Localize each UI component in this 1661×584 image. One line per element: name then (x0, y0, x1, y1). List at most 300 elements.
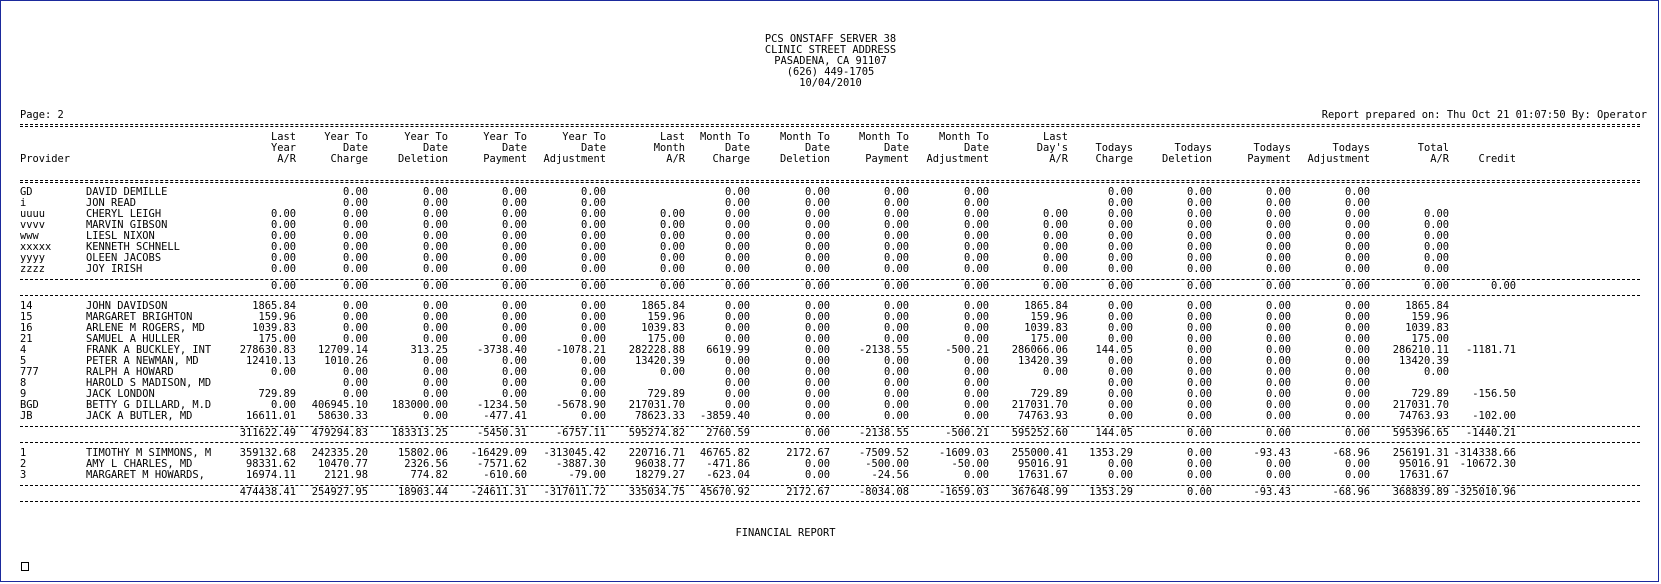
table-cell: 175.00 (647, 333, 685, 345)
provider-name: JON READ (86, 197, 137, 209)
table-cell: 15802.06 (397, 447, 448, 459)
table-cell: 0.00 (963, 219, 989, 231)
table-cell: 0.00 (342, 186, 368, 198)
table-cell: 13420.39 (1398, 355, 1449, 367)
column-header: Payment (1247, 153, 1291, 165)
table-cell: 0.00 (724, 230, 750, 242)
table-cell: 0.00 (804, 355, 830, 367)
table-cell: 0.00 (724, 322, 750, 334)
table-cell: 0.00 (1107, 263, 1133, 275)
column-header: Date (724, 142, 750, 154)
table-cell: 729.89 (258, 388, 296, 400)
table-cell: 0.00 (422, 410, 448, 422)
table-cell: 0.00 (501, 388, 527, 400)
column-header-divider (20, 180, 1640, 181)
table-cell: 0.00 (1265, 300, 1291, 312)
table-cell: 0.00 (883, 197, 909, 209)
table-cell: 0.00 (342, 388, 368, 400)
table-cell: 1039.83 (1405, 322, 1449, 334)
column-header: Year To (404, 131, 448, 143)
column-header: Todays (1332, 142, 1370, 154)
table-cell: 12410.13 (245, 355, 296, 367)
table-cell: 0.00 (1265, 230, 1291, 242)
table-cell: 0.00 (1344, 333, 1370, 345)
table-cell: 0.00 (804, 263, 830, 275)
subtotal-cell: -325010.96 (1453, 486, 1516, 498)
table-cell: 183000.00 (391, 399, 448, 411)
subtotal-cell: 0.00 (659, 280, 685, 292)
table-cell: 0.00 (1186, 333, 1212, 345)
table-cell: 0.00 (422, 366, 448, 378)
column-header: Deletion (397, 153, 448, 165)
provider-code: www (20, 230, 39, 242)
table-cell: 0.00 (1107, 186, 1133, 198)
column-header: Last (1042, 131, 1068, 143)
provider-name: MARVIN GIBSON (86, 219, 168, 231)
table-cell: 0.00 (1186, 208, 1212, 220)
table-cell: 0.00 (724, 197, 750, 209)
table-cell: 0.00 (1344, 377, 1370, 389)
table-cell: 0.00 (1186, 388, 1212, 400)
subtotal-cell: 311622.49 (239, 427, 296, 439)
provider-code: 4 (20, 344, 27, 356)
subtotal-cell: 0.00 (1107, 280, 1133, 292)
table-cell: 0.00 (1107, 458, 1133, 470)
table-cell: 0.00 (342, 263, 368, 275)
table-cell: 0.00 (1186, 410, 1212, 422)
subtotal-cell: 144.05 (1095, 427, 1133, 439)
table-cell: -477.41 (483, 410, 527, 422)
page-number: Page: 2 (20, 109, 64, 121)
table-cell: -16429.09 (470, 447, 527, 459)
table-cell: 0.00 (1186, 355, 1212, 367)
table-cell: 0.00 (1265, 410, 1291, 422)
table-cell: 0.00 (1265, 219, 1291, 231)
table-cell: 0.00 (270, 241, 296, 253)
subtotal-cell: -8034.08 (858, 486, 909, 498)
table-cell: 0.00 (342, 300, 368, 312)
table-cell: 0.00 (724, 355, 750, 367)
subtotal-cell: 367648.99 (1011, 486, 1068, 498)
table-cell: 0.00 (804, 458, 830, 470)
table-cell: 0.00 (1423, 219, 1449, 231)
column-header: Date (342, 142, 368, 154)
table-cell: 0.00 (342, 377, 368, 389)
table-cell: 0.00 (1107, 322, 1133, 334)
provider-code: zzzz (20, 263, 46, 275)
column-header: Month To (779, 131, 830, 143)
table-cell: 0.00 (1344, 252, 1370, 264)
table-cell: 0.00 (724, 186, 750, 198)
column-header-divider (20, 182, 1640, 183)
subtotal-cell: 0.00 (1490, 280, 1516, 292)
provider-name: TIMOTHY M SIMMONS, M (86, 447, 212, 459)
subtotal-cell: -317011.72 (543, 486, 606, 498)
table-cell: 217031.70 (1392, 399, 1449, 411)
provider-name: CHERYL LEIGH (86, 208, 162, 220)
table-cell: 0.00 (963, 377, 989, 389)
table-cell: 0.00 (659, 366, 685, 378)
subtotal-cell: 0.00 (342, 280, 368, 292)
header-line: PCS ONSTAFF SERVER 38 (764, 33, 897, 45)
header-line: CLINIC STREET ADDRESS (764, 44, 897, 56)
table-cell: -1078.21 (555, 344, 606, 356)
table-cell: 175.00 (1411, 333, 1449, 345)
table-cell: 0.00 (1265, 366, 1291, 378)
column-header: Date (501, 142, 527, 154)
subtotal-cell: -2138.55 (858, 427, 909, 439)
table-cell: 1039.83 (252, 322, 296, 334)
provider-name: RALPH A HOWARD (86, 366, 174, 378)
table-cell: 0.00 (580, 388, 606, 400)
table-cell: 0.00 (1344, 311, 1370, 323)
table-cell: -102.00 (1472, 410, 1516, 422)
table-cell: 0.00 (501, 333, 527, 345)
table-cell: 313.25 (410, 344, 448, 356)
subtotal-cell: 595396.65 (1392, 427, 1449, 439)
provider-name: JOY IRISH (86, 263, 143, 275)
table-cell: 0.00 (1344, 230, 1370, 242)
column-header: Deletion (779, 153, 830, 165)
table-cell: 0.00 (580, 252, 606, 264)
table-cell: 0.00 (883, 355, 909, 367)
column-header: Last (270, 131, 296, 143)
table-cell: 0.00 (883, 388, 909, 400)
table-cell: 0.00 (1265, 197, 1291, 209)
table-cell: 278630.83 (239, 344, 296, 356)
table-cell: 0.00 (580, 186, 606, 198)
subtotal-cell: 0.00 (804, 427, 830, 439)
table-cell: 0.00 (501, 263, 527, 275)
subtotal-divider (20, 279, 1640, 280)
table-cell: 0.00 (422, 388, 448, 400)
table-cell: 729.89 (1411, 388, 1449, 400)
table-cell: 0.00 (422, 230, 448, 242)
provider-code: 21 (20, 333, 33, 345)
table-cell: 16974.11 (245, 469, 296, 481)
column-header: Date (883, 142, 909, 154)
table-cell: 0.00 (1107, 377, 1133, 389)
provider-name: OLEEN JACOBS (86, 252, 162, 264)
table-cell: 0.00 (883, 377, 909, 389)
table-cell: 0.00 (422, 252, 448, 264)
column-header: Date (963, 142, 989, 154)
table-cell: 0.00 (1186, 469, 1212, 481)
table-cell: 0.00 (963, 366, 989, 378)
provider-code: 3 (20, 469, 27, 481)
column-header: Date (580, 142, 606, 154)
table-cell: 256191.31 (1392, 447, 1449, 459)
table-cell: 0.00 (1186, 263, 1212, 275)
table-cell: 0.00 (804, 208, 830, 220)
provider-name: SAMUEL A HULLER (86, 333, 180, 345)
table-cell: 0.00 (1265, 333, 1291, 345)
table-cell: 0.00 (1265, 399, 1291, 411)
table-cell: 286066.06 (1011, 344, 1068, 356)
table-cell: 0.00 (724, 377, 750, 389)
table-cell: 0.00 (883, 230, 909, 242)
table-cell: 0.00 (422, 377, 448, 389)
table-cell: 0.00 (1042, 208, 1068, 220)
table-cell: 0.00 (804, 230, 830, 242)
table-cell: -1609.03 (938, 447, 989, 459)
table-cell: -471.86 (706, 458, 750, 470)
table-cell: 0.00 (724, 399, 750, 411)
table-cell: 774.82 (410, 469, 448, 481)
table-cell: 0.00 (883, 241, 909, 253)
table-cell: 98331.62 (245, 458, 296, 470)
provider-code: vvvv (20, 219, 46, 231)
subtotal-cell: 335034.75 (628, 486, 685, 498)
table-cell: 217031.70 (1011, 399, 1068, 411)
table-cell: 0.00 (724, 311, 750, 323)
subtotal-cell: 0.00 (1423, 280, 1449, 292)
table-cell: 0.00 (804, 344, 830, 356)
column-header: Todays (1095, 142, 1133, 154)
subtotal-cell: -1659.03 (938, 486, 989, 498)
table-cell: 0.00 (724, 208, 750, 220)
table-cell: 2121.98 (324, 469, 368, 481)
provider-code: 8 (20, 377, 27, 389)
table-cell: 0.00 (1344, 208, 1370, 220)
table-cell: -24.56 (871, 469, 909, 481)
table-cell: 0.00 (1344, 300, 1370, 312)
subtotal-cell: 0.00 (1265, 280, 1291, 292)
table-cell: 0.00 (580, 322, 606, 334)
table-cell: 175.00 (258, 333, 296, 345)
subtotal-cell: 254927.95 (311, 486, 368, 498)
table-cell: 0.00 (883, 333, 909, 345)
table-cell: 0.00 (1265, 355, 1291, 367)
column-header: Year To (562, 131, 606, 143)
table-cell: 0.00 (963, 355, 989, 367)
table-cell: 0.00 (1265, 322, 1291, 334)
table-cell: 0.00 (1265, 311, 1291, 323)
table-cell: 0.00 (1186, 311, 1212, 323)
table-cell: 0.00 (804, 410, 830, 422)
table-cell: 0.00 (342, 311, 368, 323)
table-cell: 0.00 (580, 333, 606, 345)
header-divider (20, 124, 1640, 125)
table-cell: 0.00 (963, 241, 989, 253)
table-cell: 0.00 (501, 186, 527, 198)
table-cell: -313045.42 (543, 447, 606, 459)
subtotal-cell: 479294.83 (311, 427, 368, 439)
table-cell: 0.00 (1186, 399, 1212, 411)
table-cell: 0.00 (1344, 388, 1370, 400)
table-cell: 0.00 (883, 186, 909, 198)
table-cell: 6619.99 (706, 344, 750, 356)
column-header: Date (804, 142, 830, 154)
provider-column-header: Provider (20, 153, 71, 165)
column-header: Month To (938, 131, 989, 143)
subtotal-cell: 595274.82 (628, 427, 685, 439)
table-cell: 0.00 (1042, 366, 1068, 378)
subtotal-cell: -500.21 (945, 427, 989, 439)
table-cell: 0.00 (1107, 230, 1133, 242)
table-cell: 0.00 (422, 322, 448, 334)
table-cell: 0.00 (804, 322, 830, 334)
table-cell: 0.00 (1423, 366, 1449, 378)
table-cell: -610.60 (483, 469, 527, 481)
table-cell: 0.00 (1344, 366, 1370, 378)
table-cell: -3859.40 (699, 410, 750, 422)
column-header: Charge (330, 153, 368, 165)
provider-code: GD (20, 186, 33, 198)
table-cell: 0.00 (804, 241, 830, 253)
table-cell: 0.00 (580, 241, 606, 253)
table-cell: -1181.71 (1465, 344, 1516, 356)
table-cell: 217031.70 (628, 399, 685, 411)
table-cell: 0.00 (501, 322, 527, 334)
column-header: A/R (277, 153, 296, 165)
table-cell: 0.00 (1265, 344, 1291, 356)
table-cell: 2172.67 (786, 447, 830, 459)
table-cell: 0.00 (580, 366, 606, 378)
table-cell: 95016.91 (1017, 458, 1068, 470)
column-header: A/R (666, 153, 685, 165)
column-header: Total (1417, 142, 1449, 154)
table-cell: 0.00 (963, 252, 989, 264)
table-cell: 0.00 (1186, 230, 1212, 242)
table-cell: 220716.71 (628, 447, 685, 459)
column-header: A/R (1430, 153, 1449, 165)
table-cell: -5678.90 (555, 399, 606, 411)
subtotal-cell: 0.00 (580, 280, 606, 292)
table-cell: 0.00 (342, 219, 368, 231)
table-cell: 0.00 (580, 219, 606, 231)
provider-code: xxxxx (20, 241, 52, 253)
table-cell: 0.00 (1107, 388, 1133, 400)
column-header: Payment (865, 153, 909, 165)
table-cell: 286210.11 (1392, 344, 1449, 356)
table-cell: 0.00 (342, 252, 368, 264)
table-cell: 0.00 (270, 366, 296, 378)
provider-code: i (20, 197, 27, 209)
table-cell: 406945.10 (311, 399, 368, 411)
table-cell: 0.00 (1186, 186, 1212, 198)
subtotal-cell: -1440.21 (1465, 427, 1516, 439)
table-cell: 1865.84 (1405, 300, 1449, 312)
table-cell: 0.00 (342, 322, 368, 334)
table-cell: 0.00 (1265, 388, 1291, 400)
table-cell: 0.00 (1344, 410, 1370, 422)
table-cell: -3887.30 (555, 458, 606, 470)
table-cell: 0.00 (1107, 399, 1133, 411)
table-cell: 0.00 (270, 208, 296, 220)
group-divider (20, 442, 1640, 443)
table-cell: 0.00 (1107, 366, 1133, 378)
table-cell: 0.00 (1186, 197, 1212, 209)
table-cell: -10672.30 (1459, 458, 1516, 470)
provider-name: MARGARET BRIGHTON (86, 311, 193, 323)
table-cell: 0.00 (501, 241, 527, 253)
provider-code: 777 (20, 366, 39, 378)
provider-code: 15 (20, 311, 33, 323)
table-cell: 0.00 (963, 186, 989, 198)
table-cell: 0.00 (724, 300, 750, 312)
table-cell: 0.00 (580, 300, 606, 312)
column-header: Todays (1174, 142, 1212, 154)
table-cell: -7571.62 (476, 458, 527, 470)
table-cell: 0.00 (1265, 208, 1291, 220)
table-cell: 0.00 (1042, 241, 1068, 253)
column-header: Charge (1095, 153, 1133, 165)
column-header: Deletion (1161, 153, 1212, 165)
table-cell: 0.00 (501, 252, 527, 264)
table-cell: 0.00 (883, 410, 909, 422)
provider-name: HAROLD S MADISON, MD (86, 377, 212, 389)
table-cell: 0.00 (270, 399, 296, 411)
table-cell: 0.00 (1107, 311, 1133, 323)
table-cell: 0.00 (501, 377, 527, 389)
table-cell: 0.00 (580, 197, 606, 209)
table-cell: 0.00 (1423, 263, 1449, 275)
table-cell: 0.00 (963, 197, 989, 209)
subtotal-cell: 0.00 (1344, 427, 1370, 439)
table-cell: 0.00 (883, 366, 909, 378)
table-cell: 0.00 (659, 230, 685, 242)
table-cell: 0.00 (1042, 252, 1068, 264)
table-cell: 0.00 (804, 300, 830, 312)
table-cell: 0.00 (501, 208, 527, 220)
header-line: PASADENA, CA 91107 (774, 55, 887, 67)
subtotal-cell: 0.00 (422, 280, 448, 292)
header-line: 10/04/2010 (799, 77, 862, 89)
table-cell: 0.00 (724, 219, 750, 231)
subtotal-cell: 474438.41 (239, 486, 296, 498)
table-cell: 159.96 (258, 311, 296, 323)
provider-name: KENNETH SCHNELL (86, 241, 180, 253)
provider-name: DAVID DEMILLE (86, 186, 168, 198)
table-cell: 0.00 (1186, 344, 1212, 356)
column-header: Month To (699, 131, 750, 143)
table-cell: 0.00 (1186, 322, 1212, 334)
column-header: Date (422, 142, 448, 154)
table-cell: 0.00 (580, 263, 606, 275)
table-cell: 17631.67 (1017, 469, 1068, 481)
column-header: Month (653, 142, 685, 154)
table-cell: 0.00 (422, 208, 448, 220)
table-cell: 78623.33 (634, 410, 685, 422)
subtotal-cell: 2760.59 (706, 427, 750, 439)
table-cell: 0.00 (580, 410, 606, 422)
provider-name: ARLENE M ROGERS, MD (86, 322, 205, 334)
table-cell: 0.00 (1265, 241, 1291, 253)
table-cell: 0.00 (883, 208, 909, 220)
table-cell: 0.00 (580, 311, 606, 323)
table-cell: 159.96 (647, 311, 685, 323)
table-cell: 159.96 (1411, 311, 1449, 323)
table-cell: 0.00 (270, 252, 296, 264)
table-cell: 0.00 (963, 469, 989, 481)
table-cell: 0.00 (1186, 366, 1212, 378)
provider-code: yyyy (20, 252, 46, 264)
table-cell: 0.00 (1042, 263, 1068, 275)
table-cell: 0.00 (1186, 241, 1212, 253)
table-cell: 0.00 (1344, 469, 1370, 481)
table-cell: 0.00 (659, 219, 685, 231)
table-cell: 0.00 (580, 355, 606, 367)
table-cell: 0.00 (804, 186, 830, 198)
table-cell: 0.00 (804, 219, 830, 231)
subtotal-cell: -68.96 (1332, 486, 1370, 498)
subtotal-cell: 0.00 (1344, 280, 1370, 292)
table-cell: 0.00 (883, 300, 909, 312)
table-cell: 0.00 (883, 322, 909, 334)
table-cell: 1039.83 (641, 322, 685, 334)
table-cell: 0.00 (342, 208, 368, 220)
